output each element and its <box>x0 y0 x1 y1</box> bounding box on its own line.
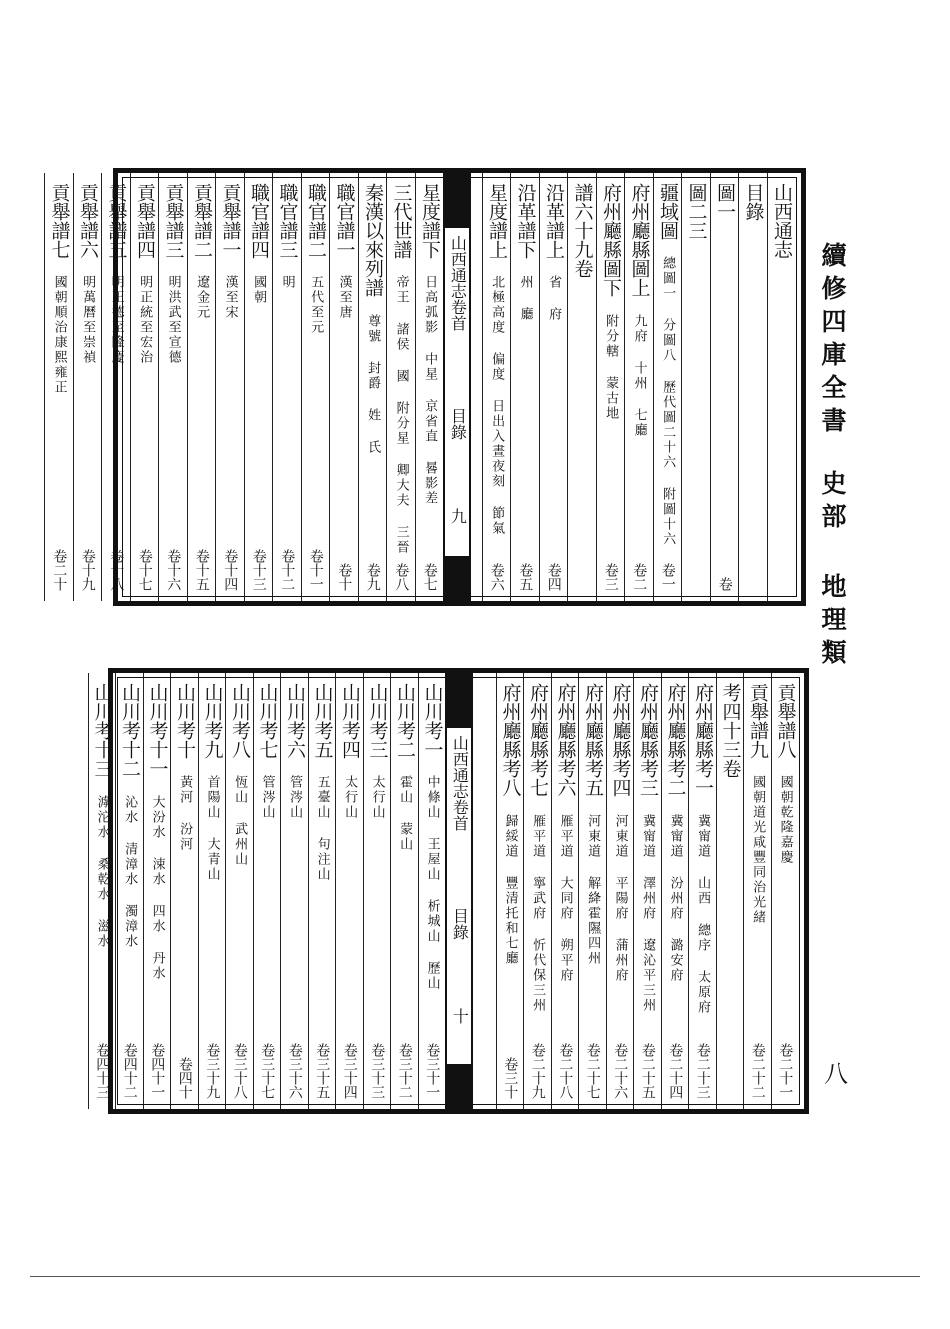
toc-entry-body <box>216 183 244 591</box>
category-label: 史部 地理類 <box>818 470 847 672</box>
entry-title: 職官譜一 <box>333 183 356 259</box>
fold-center <box>445 673 473 1109</box>
entry-note: 首陽山 大青山 <box>204 775 220 882</box>
toc-entry-body <box>245 183 273 591</box>
entry-note: 雁平道 大同府 朔平府 <box>557 814 573 983</box>
toc-entry-body <box>511 183 539 591</box>
entry-volume: 卷三十五 <box>314 1043 331 1099</box>
toc-entry <box>253 673 281 1109</box>
toc-entry <box>771 673 799 1109</box>
toc-entry <box>101 173 130 601</box>
toc-entry <box>633 673 661 1109</box>
entry-volume: 卷三十一 <box>424 1043 441 1099</box>
entry-volume: 卷十七 <box>136 549 153 591</box>
toc-entry <box>244 173 273 601</box>
entry-note: 國朝乾隆嘉慶 <box>777 775 793 865</box>
toc-entry <box>130 173 159 601</box>
entry-volume: 卷二十 <box>51 549 68 591</box>
entry-title: 貢舉譜一 <box>219 183 242 259</box>
entry-volume: 卷三十 <box>502 1057 519 1099</box>
toc-entry <box>567 173 596 601</box>
entry-title: 山川考十 <box>173 683 196 759</box>
toc-entry-body <box>281 683 308 1099</box>
entry-volume: 卷七 <box>421 563 438 591</box>
toc-entry-body <box>625 183 653 591</box>
entry-volume: 卷二十九 <box>529 1043 546 1099</box>
upper-page-panel <box>48 168 806 606</box>
toc-entry <box>743 673 771 1109</box>
entry-title: 山川考十三 <box>91 683 114 778</box>
entry-note: 黃河 汾河 <box>177 775 193 852</box>
entry-note: 太行山 <box>342 775 358 820</box>
entry-note: 明洪武至宣德 <box>165 275 181 365</box>
entry-note: 滹沱水 桑乾水 滋水 <box>94 794 110 949</box>
toc-entry <box>215 173 244 601</box>
toc-entry-body <box>116 683 143 1099</box>
toc-entry-body <box>662 683 689 1099</box>
fold-black-band <box>447 673 471 728</box>
entry-note: 省 府 <box>546 275 562 322</box>
entry-title: 府州廳縣考一 <box>691 683 714 797</box>
entry-volume: 卷 <box>716 577 733 591</box>
entry-note: 冀甯道 山西 總序 太原府 <box>695 814 711 1015</box>
entry-volume: 卷四十二 <box>121 1043 138 1099</box>
toc-entry-body <box>579 683 606 1099</box>
fold-black-band <box>445 173 469 228</box>
toc-entry-body <box>634 683 661 1099</box>
toc-entry <box>681 173 710 601</box>
section-title-body <box>739 183 767 591</box>
entry-volume: 卷五 <box>517 563 534 591</box>
entry-title: 山川考一 <box>421 683 444 759</box>
entry-title: 沿革譜上 <box>542 183 565 259</box>
toc-entry <box>415 173 444 601</box>
toc-entry-body <box>711 183 739 591</box>
entry-volume: 卷三十二 <box>396 1043 413 1099</box>
entry-note: 國朝順治康熙雍正 <box>51 275 67 395</box>
toc-entry <box>308 673 336 1109</box>
entry-note: 冀甯道 澤州府 遼沁平三州 <box>640 814 656 1013</box>
toc-entry-body <box>654 183 682 591</box>
entry-title: 星度譜上 <box>485 183 508 259</box>
entry-volume: 卷十四 <box>222 549 239 591</box>
entry-volume: 卷十五 <box>193 549 210 591</box>
toc-entry <box>329 173 358 601</box>
entry-volume: 卷十三 <box>250 549 267 591</box>
entry-note: 歸綏道 豐清托和七廳 <box>502 814 518 966</box>
entry-title: 府州廳縣考七 <box>526 683 549 797</box>
entry-note: 恆山 武州山 <box>232 775 248 867</box>
entry-note: 國朝 <box>251 275 267 305</box>
entry-note: 國朝道光咸豐同治光緒 <box>750 775 766 925</box>
entry-title: 府州廳縣圖下 <box>599 183 622 297</box>
entry-note: 大汾水 涑水 四水 丹水 <box>149 794 165 981</box>
entry-title: 山川考二 <box>393 683 416 759</box>
entry-volume: 卷十六 <box>165 549 182 591</box>
section-title <box>738 173 767 601</box>
toc-entry-body <box>74 183 102 591</box>
fold-label: 山西通志卷首 <box>448 235 468 331</box>
toc-entry <box>418 673 446 1109</box>
entry-title: 圖一 <box>713 183 736 221</box>
entry-note: 冀甯道 汾州府 潞安府 <box>667 814 683 983</box>
entry-volume: 卷四 <box>545 563 562 591</box>
entry-note: 尊號 封爵 姓 氏 <box>365 314 381 455</box>
entry-title: 山川考四 <box>338 683 361 759</box>
toc-entry <box>225 673 253 1109</box>
entry-note: 管涔山 <box>287 775 303 820</box>
section-title-text: 目錄 <box>742 183 765 221</box>
toc-entry-body <box>717 683 744 1099</box>
entry-note: 明萬曆至崇禎 <box>80 275 96 365</box>
entry-volume: 卷二十五 <box>639 1043 656 1099</box>
entry-note: 州 廳 <box>517 275 533 322</box>
entry-note: 五臺山 句注山 <box>314 775 330 882</box>
entry-volume: 卷二十三 <box>694 1043 711 1099</box>
fold-page-number: 九 <box>448 508 468 524</box>
fold-black-band <box>447 1064 471 1109</box>
toc-entry-body <box>330 183 358 591</box>
entry-title: 山川考九 <box>201 683 224 759</box>
fold-section: 目錄 <box>450 908 470 940</box>
toc-entry-body <box>273 183 301 591</box>
entry-volume: 卷三十六 <box>286 1043 303 1099</box>
book-title-text: 山西通志 <box>770 183 793 259</box>
entry-title: 貢舉譜五 <box>105 183 128 259</box>
entry-title: 貢舉譜六 <box>76 183 99 259</box>
entry-title: 貢舉譜七 <box>48 183 71 259</box>
toc-entry-body <box>102 183 130 591</box>
entry-note: 明正統至宏治 <box>137 275 153 365</box>
toc-entry-body <box>89 683 116 1099</box>
toc-entry <box>187 173 216 601</box>
entry-title: 山川考三 <box>366 683 389 759</box>
fold-section: 目錄 <box>448 408 468 440</box>
entry-volume: 卷十一 <box>307 549 324 591</box>
entry-title: 秦漢以來列譜 <box>361 183 384 297</box>
entry-note: 太行山 <box>369 775 385 820</box>
entry-title: 府州廳縣圖上 <box>628 183 651 297</box>
toc-entry <box>272 173 301 601</box>
entry-note: 明 <box>279 275 295 290</box>
toc-entry <box>523 673 551 1109</box>
toc-entry <box>716 673 744 1109</box>
entry-volume: 卷四十 <box>176 1057 193 1099</box>
entry-title: 職官譜二 <box>304 183 327 259</box>
toc-entry <box>280 673 308 1109</box>
entry-note: 北極高度 偏度 日出入晝夜刻 節氣 <box>489 275 505 536</box>
entry-title: 疆域圖 <box>656 183 679 240</box>
toc-entry-body <box>483 183 511 591</box>
toc-entry <box>606 673 634 1109</box>
lower-columns <box>91 673 804 1109</box>
toc-entry-body <box>188 183 216 591</box>
toc-entry <box>335 673 363 1109</box>
entry-note: 九府 十州 七廳 <box>631 314 647 438</box>
toc-entry <box>624 173 653 601</box>
toc-entry-body <box>309 683 336 1099</box>
entry-title: 山川考八 <box>228 683 251 759</box>
toc-entry-body <box>226 683 253 1099</box>
entry-note: 沁水 清漳水 濁漳水 <box>122 794 138 949</box>
entry-volume: 卷十 <box>336 563 353 591</box>
entry-note: 中條山 王屋山 析城山 歷山 <box>424 775 440 991</box>
entry-volume: 卷三 <box>602 563 619 591</box>
entry-title: 貢舉譜九 <box>746 683 769 759</box>
toc-entry-body <box>364 683 391 1099</box>
entry-volume: 卷四十一 <box>149 1043 166 1099</box>
entry-title: 府州廳縣考三 <box>636 683 659 797</box>
toc-entry <box>143 673 171 1109</box>
entry-title: 考四十三卷 <box>719 683 742 778</box>
toc-entry <box>661 673 689 1109</box>
toc-entry <box>88 673 116 1109</box>
toc-entry-body <box>607 683 634 1099</box>
toc-entry <box>482 173 511 601</box>
entry-volume: 卷九 <box>364 563 381 591</box>
entry-volume: 卷六 <box>488 563 505 591</box>
toc-entry-body <box>540 183 568 591</box>
toc-entry <box>496 673 524 1109</box>
toc-entry-body <box>419 683 446 1099</box>
book-title-body <box>768 183 796 591</box>
toc-entry <box>158 173 187 601</box>
entry-note: 遼金元 <box>194 275 210 320</box>
toc-entry <box>170 673 198 1109</box>
toc-entry-body <box>524 683 551 1099</box>
toc-entry <box>596 173 625 601</box>
toc-entry <box>539 173 568 601</box>
toc-entry-body <box>171 683 198 1099</box>
entry-volume: 卷二十八 <box>557 1043 574 1099</box>
toc-entry-body <box>772 683 799 1099</box>
entry-title: 山川考十一 <box>146 683 169 778</box>
entry-note: 漢至宋 <box>222 275 238 320</box>
toc-entry <box>73 173 102 601</box>
toc-entry <box>115 673 143 1109</box>
entry-volume: 卷二十四 <box>667 1043 684 1099</box>
entry-note: 管涔山 <box>259 775 275 820</box>
toc-entry-body <box>359 183 387 591</box>
toc-entry-body <box>199 683 226 1099</box>
entry-note: 總圖一 分圖八 歷代圖二十六 附圖十六 <box>660 255 676 547</box>
toc-entry-body <box>387 183 415 591</box>
entry-title: 山川考六 <box>283 683 306 759</box>
entry-title: 山川考五 <box>311 683 334 759</box>
entry-title: 貢舉譜二 <box>190 183 213 259</box>
entry-title: 貢舉譜八 <box>774 683 797 759</box>
fold-label: 山西通志卷首 <box>450 735 470 831</box>
entry-title: 府州廳縣考二 <box>664 683 687 797</box>
toc-entry-body <box>497 683 524 1099</box>
entry-title: 府州廳縣考八 <box>499 683 522 797</box>
toc-entry <box>358 173 387 601</box>
toc-entry <box>390 673 418 1109</box>
fold-page-number: 十 <box>450 1008 470 1024</box>
entry-note: 漢至唐 <box>336 275 352 320</box>
series-title: 續修四庫全書 <box>818 242 847 440</box>
entry-note: 帝王 諸侯 國 附分星 卿大夫 三晉 <box>393 275 409 555</box>
entry-title: 三代世譜 <box>390 183 413 259</box>
toc-entry-body <box>689 683 716 1099</box>
toc-entry-body <box>302 183 330 591</box>
toc-entry <box>688 673 716 1109</box>
entry-title: 職官譜三 <box>276 183 299 259</box>
entry-volume: 卷二十一 <box>777 1043 794 1099</box>
entry-note: 霍山 蒙山 <box>397 775 413 852</box>
toc-entry-body <box>131 183 159 591</box>
fold-center <box>443 173 471 601</box>
entry-title: 山川考十二 <box>118 683 141 778</box>
entry-note: 雁平道 寧武府 忻代保三州 <box>530 814 546 1013</box>
entry-volume: 卷八 <box>393 563 410 591</box>
entry-volume: 卷十二 <box>279 549 296 591</box>
entry-volume: 卷三十七 <box>259 1043 276 1099</box>
entry-title: 府州廳縣考四 <box>609 683 632 797</box>
toc-entry-body <box>144 683 171 1099</box>
entry-volume: 卷三十八 <box>231 1043 248 1099</box>
entry-title: 圖二三 <box>685 183 708 240</box>
entry-volume: 卷四十三 <box>94 1043 111 1099</box>
toc-entry <box>301 173 330 601</box>
toc-entry-body <box>568 183 596 591</box>
toc-entry-body <box>336 683 363 1099</box>
toc-entry <box>198 673 226 1109</box>
toc-entry-body <box>682 183 710 591</box>
entry-volume: 卷二十六 <box>612 1043 629 1099</box>
entry-note: 日高弧影 中星 京省直 晷影差 <box>422 275 438 506</box>
entry-title: 職官譜四 <box>247 183 270 259</box>
toc-entry <box>578 673 606 1109</box>
toc-entry-body <box>159 183 187 591</box>
entry-title: 譜六十九卷 <box>571 183 594 278</box>
toc-entry-body <box>391 683 418 1099</box>
page-number: 八 <box>824 1060 848 1088</box>
toc-entry <box>44 173 73 601</box>
toc-entry-body <box>744 683 771 1099</box>
toc-entry-body <box>45 183 73 591</box>
entry-title: 府州廳縣考六 <box>554 683 577 797</box>
toc-entry-body <box>552 683 579 1099</box>
toc-entry <box>653 173 682 601</box>
upper-columns <box>48 173 801 601</box>
lower-page-panel <box>91 668 809 1114</box>
entry-note: 附分轄 蒙古地 <box>603 314 619 421</box>
entry-title: 貢舉譜四 <box>133 183 156 259</box>
entry-volume: 卷二十二 <box>749 1043 766 1099</box>
entry-note: 明正德至隆慶 <box>108 275 124 365</box>
book-title <box>767 173 796 601</box>
toc-entry <box>510 173 539 601</box>
fold-black-band <box>445 556 469 601</box>
entry-note: 五代至元 <box>308 275 324 335</box>
entry-volume: 卷一 <box>659 563 676 591</box>
entry-title: 沿革譜下 <box>514 183 537 259</box>
entry-title: 山川考七 <box>256 683 279 759</box>
entry-title: 府州廳縣考五 <box>581 683 604 797</box>
toc-entry <box>386 173 415 601</box>
toc-entry <box>551 673 579 1109</box>
entry-volume: 卷三十三 <box>369 1043 386 1099</box>
toc-entry <box>363 673 391 1109</box>
toc-entry-body <box>416 183 444 591</box>
entry-note: 河東道 平陽府 蒲州府 <box>612 814 628 983</box>
bottom-rule <box>30 1276 920 1277</box>
entry-volume: 卷十九 <box>79 549 96 591</box>
entry-volume: 卷十八 <box>108 549 125 591</box>
entry-volume: 卷二 <box>631 563 648 591</box>
entry-note: 河東道 解絳霍隰四州 <box>585 814 601 966</box>
toc-entry <box>710 173 739 601</box>
toc-entry-body <box>597 183 625 591</box>
entry-volume: 卷三十四 <box>341 1043 358 1099</box>
entry-title: 貢舉譜三 <box>162 183 185 259</box>
entry-volume: 卷三十九 <box>204 1043 221 1099</box>
entry-volume: 卷二十七 <box>584 1043 601 1099</box>
entry-title: 星度譜下 <box>418 183 441 259</box>
toc-entry-body <box>254 683 281 1099</box>
